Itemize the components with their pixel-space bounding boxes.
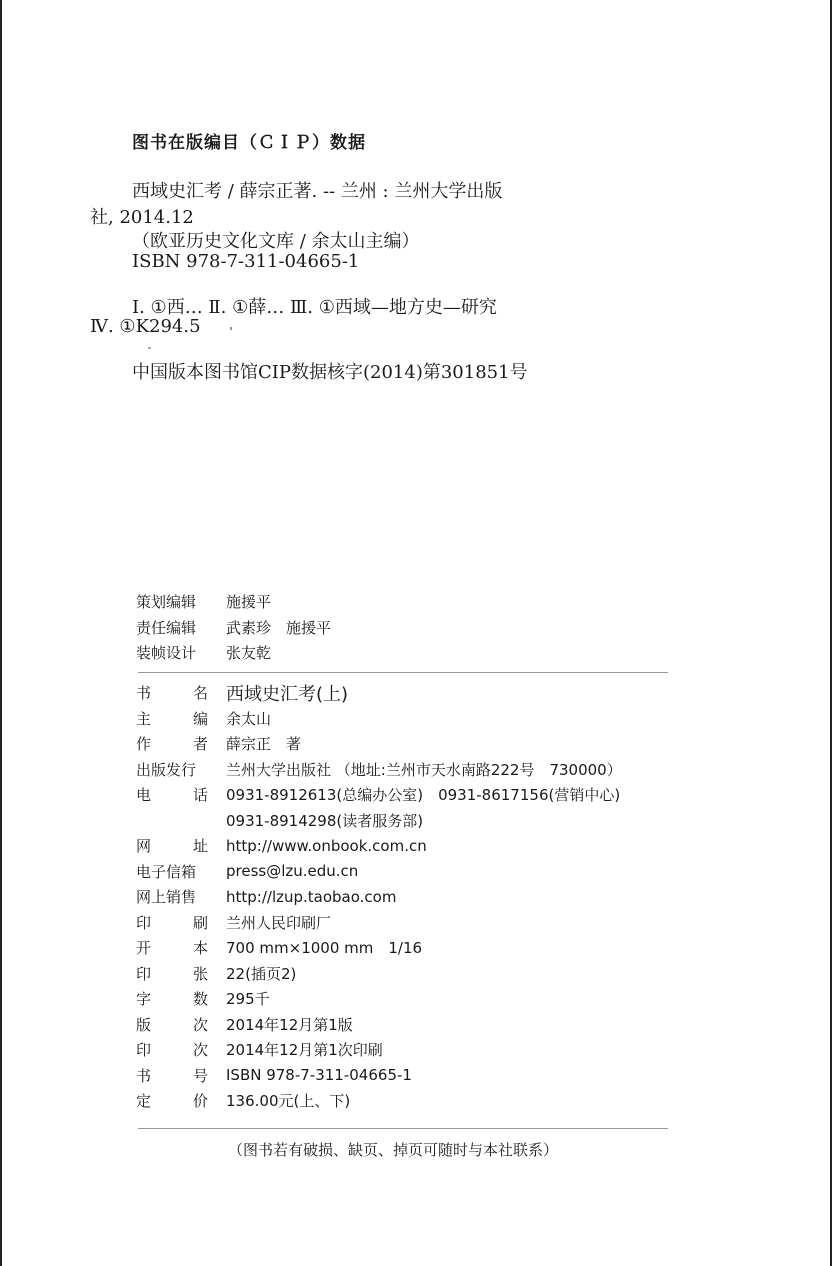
info-row-author	[136, 731, 622, 757]
cip-line-classification: Ⅳ. ①K294.5	[90, 316, 201, 337]
cip-heading: 图书在版编目（ＣＩＰ）数据	[132, 133, 366, 153]
cip-line-isbn: ISBN 978-7-311-04665-1	[132, 251, 360, 272]
info-label: 电 话	[136, 786, 208, 805]
staff-name: 施援平	[226, 593, 272, 611]
info-label: 主 编	[136, 709, 208, 728]
footer-note: （图书若有破损、缺页、掉页可随时与本社联系）	[228, 1141, 559, 1159]
info-label: 网上销售	[136, 888, 197, 907]
staff-role: 策划编辑	[136, 593, 197, 611]
info-label: 出版发行	[136, 760, 197, 779]
info-row-website	[136, 833, 622, 859]
info-row-sheets	[136, 961, 622, 987]
info-label: 版 次	[136, 1015, 208, 1034]
info-value: 兰州大学出版社 （地址:兰州市天水南路222号 730000）	[226, 760, 622, 779]
staff-row	[136, 617, 331, 638]
info-value: http://lzup.taobao.com	[226, 887, 397, 906]
divider-top	[138, 672, 668, 673]
info-row-email	[136, 859, 622, 885]
info-value: 兰州人民印刷厂	[226, 913, 332, 932]
info-value: 2014年12月第1版	[226, 1015, 353, 1034]
divider-bottom	[138, 1128, 668, 1129]
info-row-phone-2	[136, 808, 622, 834]
info-row-editor	[136, 706, 622, 732]
info-row-printing	[136, 1037, 622, 1063]
info-label: 网 址	[136, 837, 208, 856]
info-row-isbn	[136, 1063, 622, 1089]
info-label: 定 价	[136, 1092, 208, 1111]
info-value: 136.00元(上、下)	[226, 1092, 351, 1111]
info-label: 开 本	[136, 939, 208, 958]
info-label: 书 号	[136, 1066, 208, 1085]
scan-speck	[230, 327, 232, 330]
info-value: press@lzu.edu.cn	[226, 862, 359, 881]
info-label: 印 次	[136, 1041, 208, 1060]
info-label: 书 名	[136, 684, 208, 703]
info-value: 薛宗正 著	[226, 735, 302, 754]
info-row-price	[136, 1088, 622, 1114]
info-row-format	[136, 935, 622, 961]
staff-row	[136, 642, 271, 663]
page-border-right	[830, 0, 832, 1266]
cip-line-title: 西域史汇考 / 薛宗正著. -- 兰州 : 兰州大学出版	[132, 181, 503, 202]
info-row-printer	[136, 910, 622, 936]
info-label: 印 刷	[136, 913, 208, 932]
info-row-word-count	[136, 986, 622, 1012]
info-value: http://www.onbook.com.cn	[226, 836, 427, 855]
info-label: 字 数	[136, 990, 208, 1009]
page-border-left	[0, 0, 2, 1266]
info-row-edition	[136, 1012, 622, 1038]
info-label: 印 张	[136, 964, 208, 983]
staff-row	[136, 591, 271, 612]
cip-record-number: 中国版本图书馆CIP数据核字(2014)第301851号	[132, 362, 528, 383]
cip-line-publisher-date: 社, 2014.12	[90, 207, 194, 228]
info-value: 0931-8914298(读者服务部)	[226, 811, 424, 830]
info-value: 295千	[226, 990, 270, 1009]
info-value: 22(插页2)	[226, 964, 297, 983]
info-value: ISBN 978-7-311-04665-1	[226, 1066, 412, 1085]
info-value: 700 mm×1000 mm 1/16	[226, 939, 423, 958]
info-value: 2014年12月第1次印刷	[226, 1041, 383, 1060]
info-value: 余太山	[226, 709, 272, 728]
book-info-table	[136, 680, 622, 1114]
info-row-phone	[136, 782, 622, 808]
info-value: 0931-8912613(总编办公室) 0931-8617156(营销中心)	[226, 786, 621, 805]
info-label: 电子信箱	[136, 862, 197, 881]
scan-speck	[148, 347, 151, 349]
info-row-online-store	[136, 884, 622, 910]
info-row-title	[136, 680, 622, 706]
staff-role: 装帧设计	[136, 644, 197, 662]
staff-name: 张友乾	[226, 644, 272, 662]
info-value: 西域史汇考(上)	[226, 683, 349, 705]
staff-name: 武素珍 施援平	[226, 619, 332, 637]
cip-line-subjects: Ⅰ. ①西… Ⅱ. ①薛… Ⅲ. ①西域—地方史—研究	[132, 297, 497, 318]
info-row-publisher	[136, 757, 622, 783]
info-label: 作 者	[136, 735, 208, 754]
cip-line-series: （欧亚历史文化文库 / 余太山主编）	[132, 231, 420, 252]
staff-role: 责任编辑	[136, 619, 197, 637]
